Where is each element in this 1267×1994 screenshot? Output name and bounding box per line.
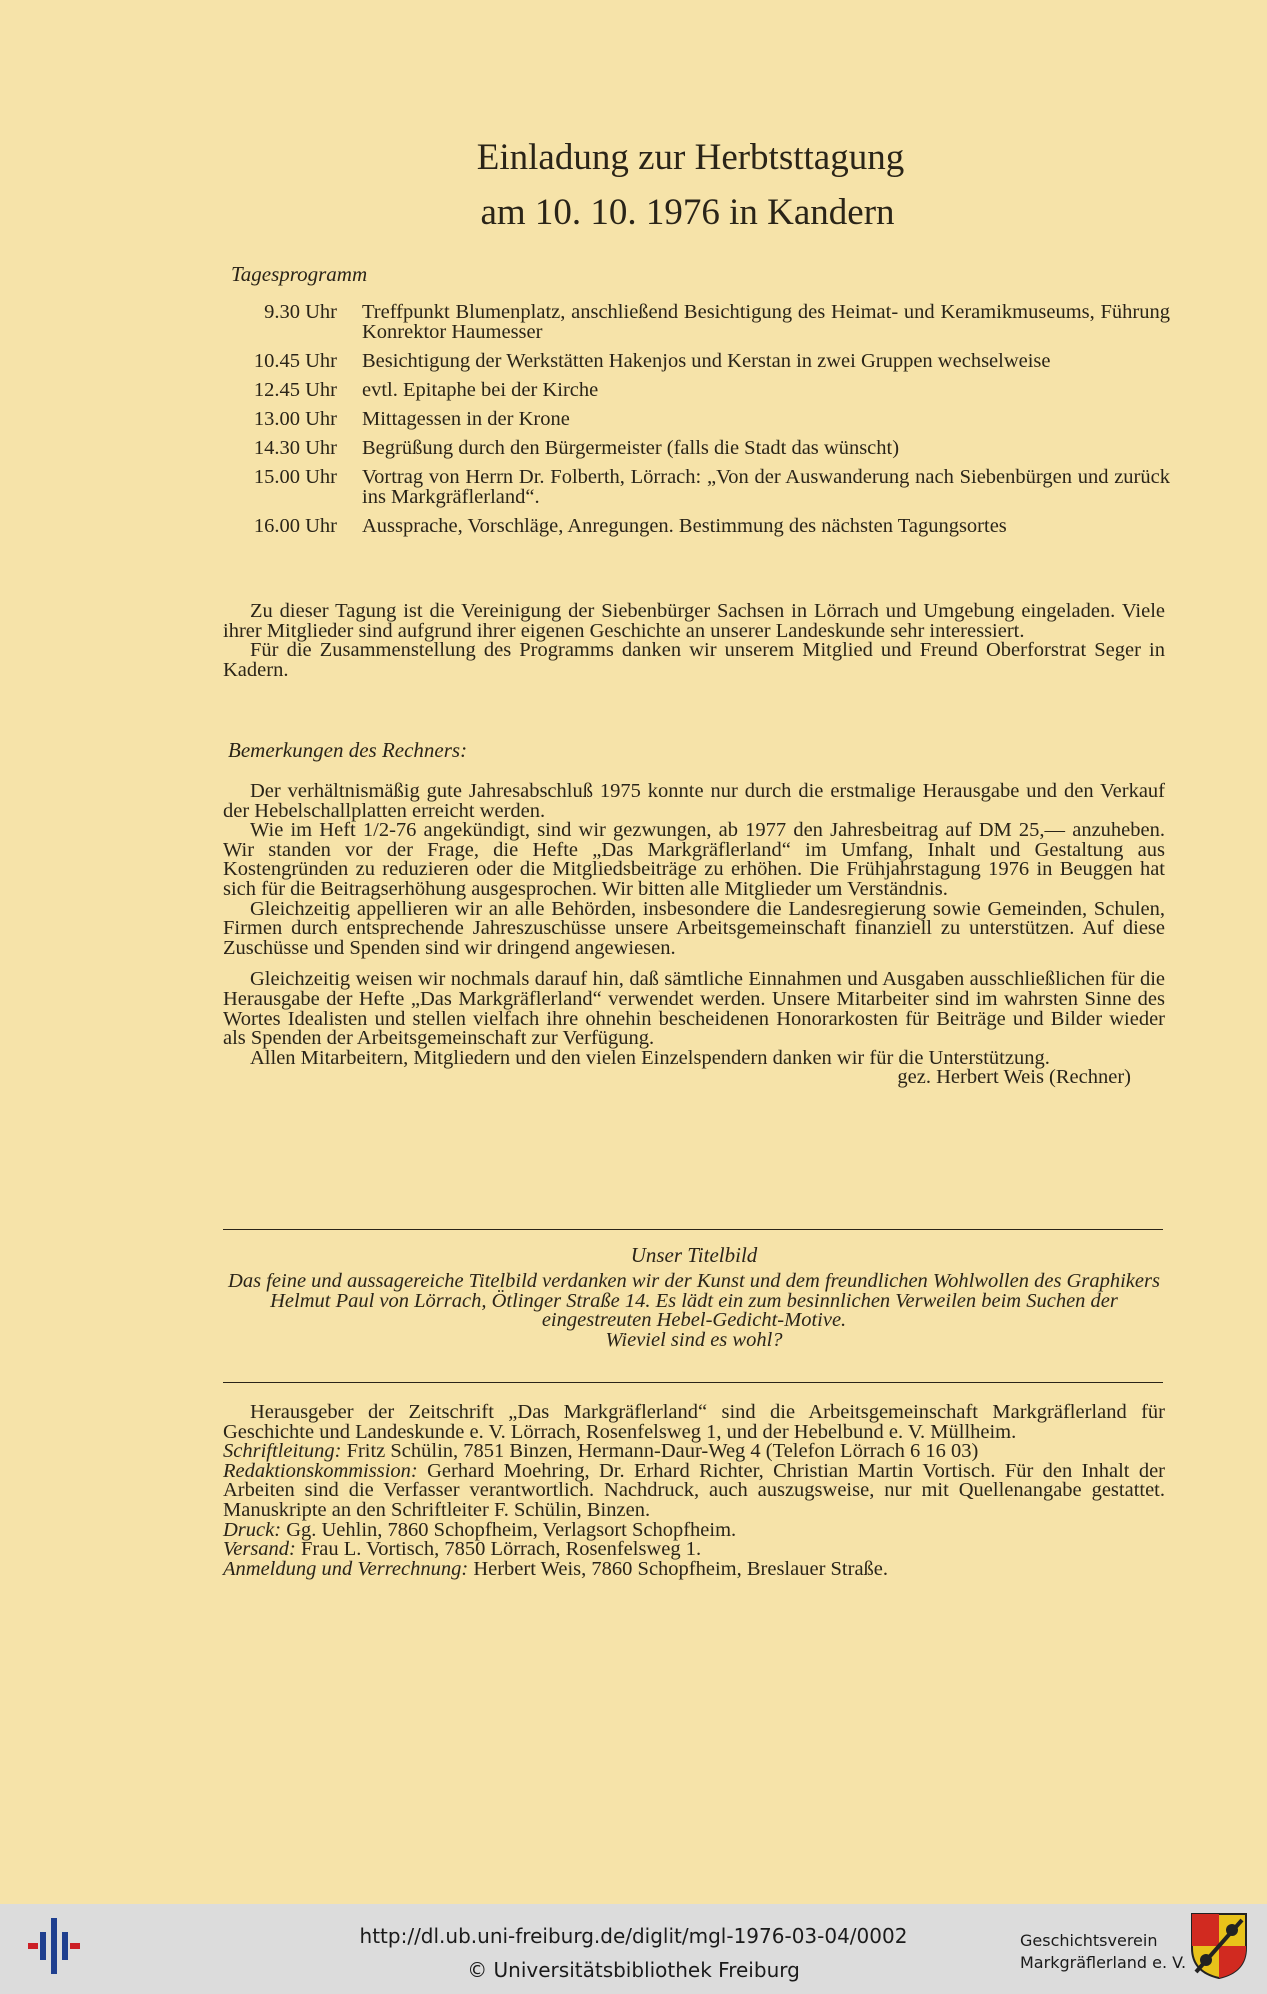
program-row bbox=[230, 302, 1170, 342]
copyright-text: © Universitätsbibliothek Freiburg bbox=[467, 1958, 800, 1982]
imprint-commission bbox=[223, 1459, 1166, 1521]
remarks-paragraph: Allen Mitarbeitern, Mitgliedern und den vielen Einzelspendern danken wir für die Unterstützung. bbox=[250, 1046, 1050, 1069]
title-line-1: Einladung zur Herbtsttagung bbox=[476, 137, 905, 178]
society-name-line-1: Geschichtsverein bbox=[1020, 1931, 1158, 1950]
remarks-heading: Bemerkungen des Rechners: bbox=[228, 738, 468, 762]
cover-heading: Unser Titelbild bbox=[630, 1243, 758, 1267]
remarks-paragraph: Der verhältnismäßig gute Jahresabschluß 1975 konnte nur durch die erstmalige Herausgabe und den Verkauf der Hebelschallplatten erreicht werden. bbox=[223, 780, 1165, 822]
signature: gez. Herbert Weis (Rechner) bbox=[897, 1066, 1131, 1089]
program-time: 15.00 Uhr bbox=[253, 466, 337, 488]
imprint-registration-label: Anmeldung und Verrechnung: bbox=[223, 1557, 469, 1580]
imprint-commission-text: Gerhard Moehring, Dr. Erhard Richter, Christian Martin Vortisch. Für den Inhalt der Arbeiten sind die Verfasser verantwortlich. Nachdruck, auch auszugsweise, nur mit Quellenangabe gestattet. Manuskripte an den Schriftleiter F. Schülin, Binzen. bbox=[223, 1459, 1166, 1521]
imprint-commission-label: Redaktionskommission: bbox=[223, 1459, 418, 1482]
imprint-editing-text: Fritz Schülin, 7851 Binzen, Hermann-Daur-Weg 4 (Telefon Lörrach 6 16 03) bbox=[346, 1440, 979, 1463]
program-list bbox=[230, 302, 1170, 545]
remarks-paragraph: Gleichzeitig weisen wir nochmals darauf hin, daß sämtliche Einnahmen und Ausgaben ausschließlichen für die Herausgabe der Hefte „Das Markgräflerland“ verwendet werden. Unsere Mitarbeiter sind im wahrsten Sinne des Wortes Idealisten und stellen vielfach ihre ohnehin bescheidenen Honorarkosten für Beiträge und Bilder wieder als Spenden der Arbeitsgemeinschaft zur Verfügung. bbox=[223, 968, 1165, 1050]
program-row bbox=[230, 351, 1170, 371]
program-text: Besichtigung der Werkstätten Hakenjos und Kerstan in zwei Gruppen wechselweise bbox=[362, 350, 1051, 372]
program-time: 13.00 Uhr bbox=[253, 408, 337, 430]
imprint-publisher: Herausgeber der Zeitschrift „Das Markgräflerland“ sind die Arbeitsgemeinschaft Markgräflerland für Geschichte und Landeskunde e. V. Lörrach, Rosenfelsweg 1, und der Hebelbund e. V. Müllheim. bbox=[223, 1401, 1165, 1443]
divider bbox=[223, 1229, 1163, 1230]
imprint-print-label: Druck: bbox=[223, 1518, 282, 1541]
remarks-body bbox=[223, 782, 1165, 1088]
invitation-paragraph: Zu dieser Tagung ist die Vereinigung der Siebenbürger Sachsen in Lörrach und Umgebung eingeladen. Viele ihrer Mitglieder sind aufgrund ihrer eigenen Geschichte an unserer Landeskunde sehr interessiert. bbox=[223, 600, 1165, 642]
remarks-paragraph: Wie im Heft 1/2-76 angekündigt, sind wir gezwungen, ab 1977 den Jahresbeitrag auf DM 25,— anzuheben. Wir standen vor der Frage, die Hefte „Das Markgräflerland“ im Umfang, Inhalt und Gestaltung aus Kostengründen zu reduzieren oder die Mitgliedsbeiträge zu erhöhen. Die Frühjahrstagung 1976 in Beuggen hat sich für die Beitragserhöhung ausgesprochen. Wir bitten alle Mitglieder um Verständnis. bbox=[223, 819, 1165, 900]
program-text: Begrüßung durch den Bürgermeister (falls die Stadt das wünscht) bbox=[362, 437, 900, 459]
program-time: 14.30 Uhr bbox=[253, 437, 337, 459]
society-name bbox=[1020, 1930, 1186, 1974]
imprint-registration bbox=[223, 1557, 1165, 1580]
thanks-paragraph: Für die Zusammenstellung des Programms danken wir unserem Mitglied und Freund Oberforstrat Seger in Kadern. bbox=[223, 639, 1165, 681]
cover-text: Das feine und aussagereiche Titelbild verdanken wir der Kunst und dem freundlichen Wohlwollen des Graphikers Helmut Paul von Lörrach, Ötlinger Straße 14. Es lädt ein zum besinnlichen Verweilen beim Suchen der eingestreuten Hebel-Gedicht-Motive. bbox=[228, 1270, 1160, 1332]
imprint-registration-text: Herbert Weis, 7860 Schopfheim, Breslauer Straße. bbox=[473, 1557, 889, 1580]
imprint bbox=[223, 1403, 1165, 1579]
imprint-editing-label: Schriftleitung: bbox=[223, 1440, 342, 1463]
cover-section bbox=[223, 1243, 1165, 1350]
program-text: Treffpunkt Blumenplatz, anschließend Besichtigung des Heimat- und Keramikmuseums, Führung Konrektor Haumesser bbox=[362, 301, 1170, 343]
program-row bbox=[230, 467, 1170, 507]
program-row bbox=[230, 438, 1170, 458]
program-text: evtl. Epitaphe bei der Kirche bbox=[362, 379, 599, 401]
society-name-line-2: Markgräflerland e. V. bbox=[1020, 1953, 1187, 1972]
divider bbox=[223, 1382, 1163, 1383]
program-row bbox=[230, 409, 1170, 429]
program-time: 12.45 Uhr bbox=[253, 379, 337, 401]
coat-of-arms-icon bbox=[1190, 1912, 1248, 1980]
invitation-paragraphs bbox=[223, 602, 1165, 680]
program-row bbox=[230, 516, 1170, 536]
program-text: Mittagessen in der Krone bbox=[362, 408, 570, 430]
program-time: 10.45 Uhr bbox=[253, 350, 337, 372]
program-text: Aussprache, Vorschläge, Anregungen. Bestimmung des nächsten Tagungsortes bbox=[362, 515, 1007, 537]
imprint-shipping-label: Versand: bbox=[223, 1538, 296, 1561]
program-row bbox=[230, 380, 1170, 400]
program-text: Vortrag von Herrn Dr. Folberth, Lörrach: „Von der Auswanderung nach Siebenbürgen und zurück ins Markgräflerland“. bbox=[362, 466, 1170, 508]
permalink-url[interactable]: http://dl.ub.uni-freiburg.de/diglit/mgl-1976-03-04/0002 bbox=[359, 1924, 908, 1948]
cover-question: Wieviel sind es wohl? bbox=[605, 1328, 783, 1351]
page-title bbox=[0, 130, 1267, 240]
program-time: 9.30 Uhr bbox=[264, 301, 337, 323]
program-heading: Tagesprogramm bbox=[231, 262, 368, 286]
title-line-2: am 10. 10. 1976 in Kandern bbox=[480, 192, 895, 233]
imprint-print-text: Gg. Uehlin, 7860 Schopfheim, Verlagsort Schopfheim. bbox=[286, 1518, 737, 1541]
imprint-shipping-text: Frau L. Vortisch, 7850 Lörrach, Rosenfelsweg 1. bbox=[301, 1538, 702, 1561]
remarks-paragraph: Gleichzeitig appellieren wir an alle Behörden, insbesondere die Landesregierung sowie Gemeinden, Schulen, Firmen durch entsprechende Jahreszuschüsse unsere Arbeitsgemeinschaft finanziell zu unterstützen. Auf diese Zuschüsse und Spenden sind wir dringend angewiesen. bbox=[223, 897, 1165, 959]
program-time: 16.00 Uhr bbox=[253, 515, 337, 537]
